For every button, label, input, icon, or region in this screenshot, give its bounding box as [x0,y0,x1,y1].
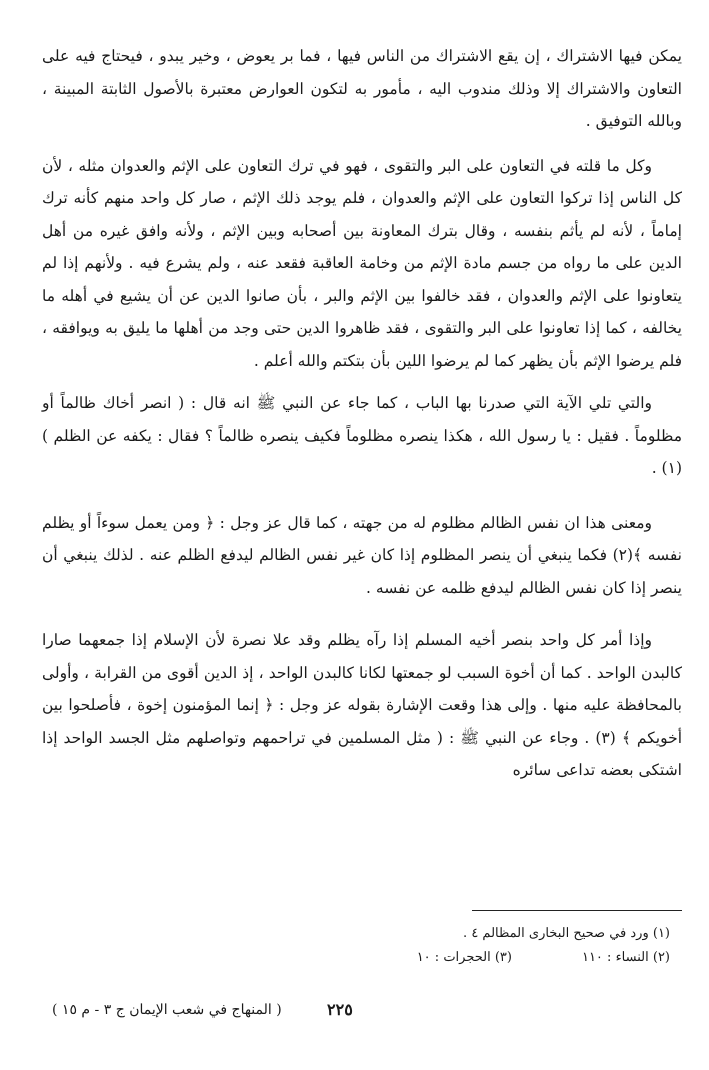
paragraph-1: يمكن فيها الاشتراك ، إن يقع الاشتراك من الناس فيها ، فما بر يعوض ، وخير يبدو ، فيحتاج فيه على التعاون والاشتراك إلا وذلك مندوب اليه ، مأمور به لتكون العوارض معتبرة بالأصول الثابتة المبينة ، وبالله التوفيق . [42,47,682,130]
footnotes [70,922,670,970]
page-number: ٢٢٥ [327,1000,353,1019]
paragraph-2: وكل ما قلته في التعاون على البر والتقوى ، فهو في ترك التعاون على الإثم والعدوان مثله ، لأن كل الناس إذا تركوا التعاون على الإثم والعدوان ، فلم يوجد ذلك الإثم ، صار كل واحد منهم كأنه ترك إماماً ، لأنه لم يأثم بنفسه ، وقال بترك المعاونة بين أصحابه وبين الإثم ، ولأنه وافق غيره من أهل الدين على ما رواه من جسم مادة الإثم من وخامة العاقبة فقعد عنه ، ولم يشرع فيه . ولأنهم إذا لم يتعاونوا على الإثم والعدوان ، فقد خالفوا بين الإثم والبر ، بأن صانوا الدين عن أن يشيع في أهله ما يخالفه ، كما إذا تعاونوا على البر والتقوى ، فقد ظاهروا الدين حتى وجد من أهلها ما يليق به ويوافقه ، فلم يرضوا الإثم بأن يظهر كما لم يرضوا اللين بأن بتكتم والله أعلم . [42,156,682,370]
document-page [42,40,682,1040]
running-title: ( المنهاج في شعب الإيمان ج ٣ - م ١٥ ) [52,1002,282,1018]
footnote-3: (٣) الحجرات : ١٠ [416,950,512,965]
footnote-1: (١) ورد في صحيح البخارى المظالم ٤ . [463,926,670,941]
paragraph-4: ومعنى هذا ان نفس الظالم مظلوم له من جهته ، كما قال عز وجل : ﴿ ومن يعمل سوءاً أو يظلم نفسه ﴾(٢) فكما ينبغي أن ينصر المظلوم إذا كان غير نفس الظالم ليدفع الظلم عنه . لذلك ينبغي أن ينصر إذا كان نفس الظالم ليدفع ظلمه عن نفسه . [42,513,682,597]
footnote-row [70,946,670,970]
page-footer [42,1000,682,1030]
paragraph-3: والتي تلي الآية التي صدرنا بها الباب ، كما جاء عن النبي ﷺ انه قال : ( انصر أخاك ظالماً أو مظلوماً . فقيل : يا رسول الله ، هكذا ينصره مظلوماً فكيف ينصره ظالماً ؟ فقال : يكفه عن الظلم ) (١) . [42,394,682,477]
footnote-2: (٢) النساء : ١١٠ [581,950,670,965]
paragraph-5: وإذا أمر كل واحد بنصر أخيه المسلم إذا رآه يظلم وقد علا نصرة لأن الإسلام إذا جمعهما صارا كالبدن الواحد . كما أن أخوة السبب لو جمعتها لكانا كالبدن الواحد ، إذ الدين أقوى من القرابة ، وأولى بالمحافظة عليه منها . وإلى هذا وقعت الإشارة بقوله عز وجل : ﴿ إنما المؤمنون إخوة ، فأصلحوا بين أخويكم ﴾ (٣) . وجاء عن النبي ﷺ : ( مثل المسلمين في تراحمهم وتواصلهم مثل الجسد الواحد إذا اشتكى بعضه تداعى سائره [42,631,682,779]
footnote-separator [472,910,682,911]
